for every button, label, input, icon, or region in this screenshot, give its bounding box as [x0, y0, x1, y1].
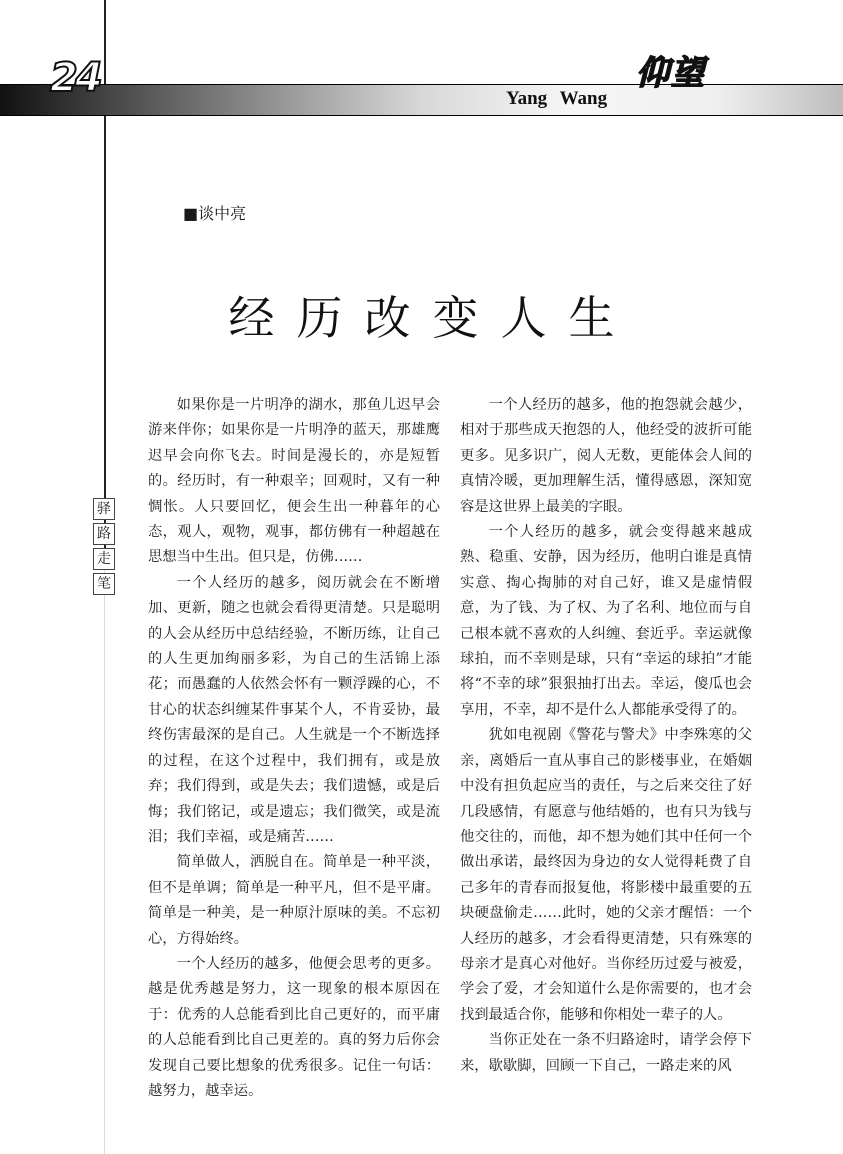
section-title-en: Yang Wang	[506, 88, 608, 109]
article-title: 经历改变人生	[228, 291, 637, 345]
page-number: 24	[50, 55, 100, 101]
author-byline: ■谈中亮	[183, 204, 247, 223]
side-label-char: 走	[93, 548, 115, 570]
vertical-rule-faint	[104, 565, 105, 1154]
paragraph: 如果你是一片明净的湖水，那鱼儿迟早会游来伴你；如果你是一片明净的蓝天，那雄鹰迟早会向你飞去。时间是漫长的，亦是短暂的。经历时，有一种艰辛；回观时，又有一种惆怅。人只要回忆，便会生出一种暮年的心态，观人，观物，观事，都仿佛有一种超越在思想当中生出。但只是，仿佛……	[148, 397, 440, 566]
side-label-char: 路	[93, 523, 115, 545]
right-column	[460, 393, 752, 1079]
left-column	[148, 393, 440, 1104]
paragraph: 一个人经历的越多，他的抱怨就会越少，相对于那些成天抱怨的人，他经受的波折可能更多。见多识广，阅人无数，更能体会人间的真情冷暖，更加理解生活，懂得感恩，深知宽容是这世界上最美的字眼。	[460, 397, 752, 515]
side-label-char: 驿	[93, 498, 115, 520]
paragraph: 犹如电视剧《警花与警犬》中李殊寒的父亲，离婚后一直从事自己的影楼事业，在婚姻中没有担负起应当的责任，与之后来交往了好几段感情，有愿意与他结婚的，也有只为钱与他交往的，而他，却不想为她们其中任何一个做出承诺，最终因为身边的女人觉得耗费了自己多年的青春而报复他，将影楼中最重要的五块硬盘偷走……此时，她的父亲才醒悟：一个人经历的越多，才会看得更清楚，只有殊寒的母亲才是真心对他好。当你经历过爱与被爱，学会了爱，才会知道什么是你需要的，也才会找到最适合你，能够和你相处一辈子的人。	[460, 727, 752, 1023]
paragraph: 一个人经历的越多，阅历就会在不断增加、更新，随之也就会看得更清楚。只是聪明的人会从经历中总结经验，不断历练，让自己的人生更加绚丽多彩，为自己的生活锦上添花；而愚蠢的人依然会怀有一颗浮躁的心，不甘心的状态纠缠某件事某个人，不肯妥协，最终伤害最深的是自己。人生就是一个不断选择的过程，在这个过程中，我们拥有，或是放弃；我们得到，或是失去；我们遗憾，或是后悔；我们铭记，或是遗忘；我们微笑，或是流泪；我们幸福，或是痛苦……	[148, 574, 440, 845]
paragraph: 当你正处在一条不归路途时，请学会停下来，歇歇脚，回顾一下自己，一路走来的风	[460, 1032, 752, 1074]
paragraph: 一个人经历的越多，他便会思考的更多。越是优秀越是努力，这一现象的根本原因在于：优秀的人总能看到比自己更好的，而平庸的人总能看到比自己更差的。真的努力后你会发现自己要比想象的优秀很多。记住一句话：越努力，越幸运。	[148, 955, 440, 1099]
header-bar	[0, 84, 843, 116]
paragraph: 一个人经历的越多，就会变得越来越成熟、稳重、安静，因为经历，他明白谁是真情实意、掏心掏肺的对自己好，谁又是虚情假意，为了钱、为了权、为了名利、地位而与自己根本就不喜欢的人纠缠、套近乎。幸运就像球拍，而不幸则是球，只有“幸运的球拍”才能将“不幸的球”狠狠抽打出去。幸运，傻瓜也会享用，不幸，却不是什么人都能承受得了的。	[460, 524, 752, 718]
side-column-label	[93, 498, 115, 595]
section-title-cn: 仰望	[636, 53, 706, 92]
paragraph: 简单做人，洒脱自在。简单是一种平淡，但不是单调；简单是一种平凡，但不是平庸。简单是一种美，是一种原汁原味的美。不忘初心，方得始终。	[148, 854, 440, 947]
side-label-char: 笔	[93, 573, 115, 595]
